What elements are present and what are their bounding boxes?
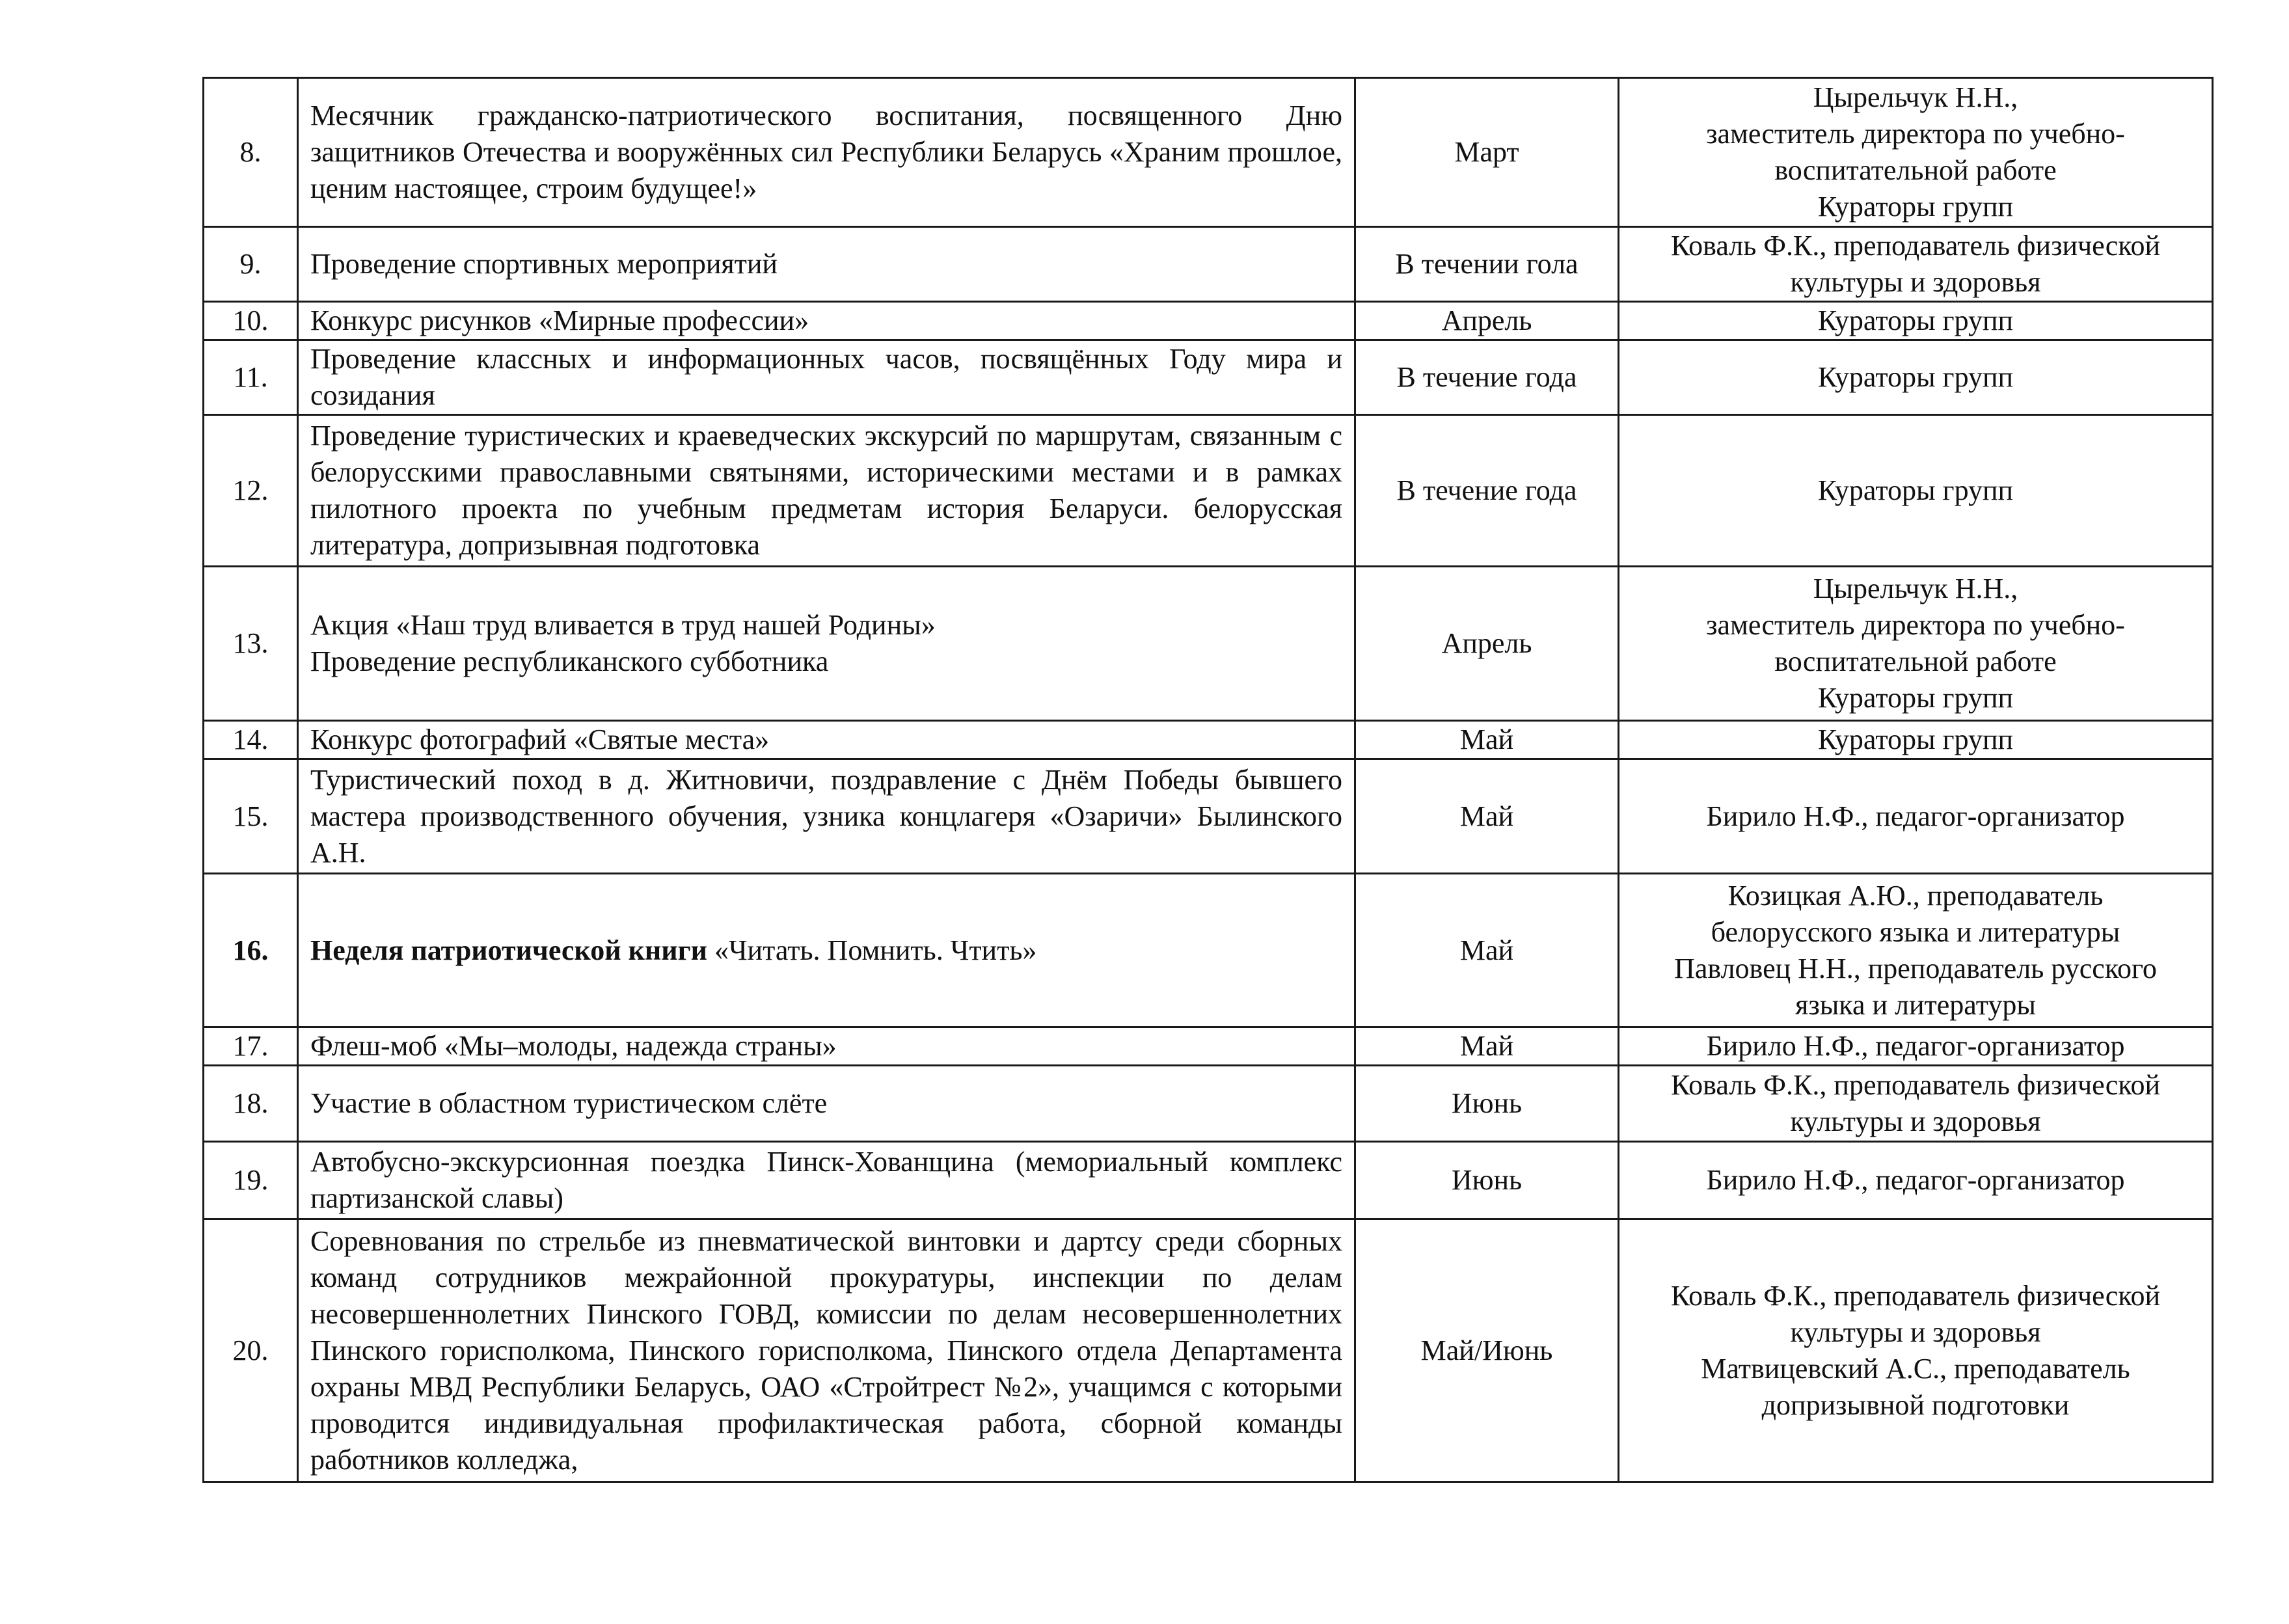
row-number: 16. bbox=[204, 874, 298, 1027]
event-description: Проведение классных и информационных часов, посвящённых Году мира и созидания bbox=[298, 340, 1355, 415]
responsible-line: Кураторы групп bbox=[1817, 682, 2014, 714]
table-row bbox=[204, 721, 2213, 759]
event-description: Месячник гражданско-патриотического воспитания, посвященного Дню защитников Отечества и вооружённых сил Республики Беларусь «Храним прошлое, ценим настоящее, строим будущее!» bbox=[298, 78, 1355, 227]
event-description: Проведение туристических и краеведческих экскурсий по маршрутам, связанным с белорусскими православными святынями, историческими местами и в рамках пилотного проекта по учебным предметам история Беларуси. белорусская литература, допризывная подготовка bbox=[298, 415, 1355, 567]
event-description-line: Акция «Наш труд вливается в труд нашей Родины» bbox=[310, 609, 936, 641]
event-description: Соревнования по стрельбе из пневматической винтовки и дартсу среди сборных команд сотрудников межрайонной прокуратуры, инспекции по делам несовершеннолетних Пинского ГОВД, комиссии по делам несовершеннолетних Пинского горисполкома, Пинского горисполкома, Пинского отдела Департамента охраны МВД Республики Беларусь, ОАО «Стройтрест №2», учащимся с которыми проводится индивидуальная профилактическая работа, сборной команды работников колледжа, bbox=[298, 1219, 1355, 1482]
row-number: 11. bbox=[204, 340, 298, 415]
event-date: Июнь bbox=[1355, 1142, 1619, 1219]
responsible-line: Павловец Н.Н., преподаватель русского bbox=[1674, 952, 2157, 984]
event-description bbox=[298, 874, 1355, 1027]
responsible-line: Кураторы групп bbox=[1817, 304, 2014, 336]
event-description: Автобусно-экскурсионная поездка Пинск-Хованщина (мемориальный комплекс партизанской славы) bbox=[298, 1142, 1355, 1219]
event-date: Апрель bbox=[1355, 302, 1619, 340]
responsible-line: Коваль Ф.К., преподаватель физической bbox=[1671, 1279, 2160, 1312]
event-date: Март bbox=[1355, 78, 1619, 227]
responsible-line: Коваль Ф.К., преподаватель физической bbox=[1671, 230, 2160, 262]
responsible-persons bbox=[1619, 340, 2213, 415]
responsible-line: Бирило Н.Ф., педагог-организатор bbox=[1706, 800, 2125, 832]
responsible-line: Козицкая А.Ю., преподаватель bbox=[1727, 879, 2104, 912]
event-description: Конкурс рисунков «Мирные профессии» bbox=[298, 302, 1355, 340]
responsible-persons bbox=[1619, 759, 2213, 874]
row-number: 20. bbox=[204, 1219, 298, 1482]
responsible-line: культуры и здоровья bbox=[1790, 1105, 2041, 1137]
table-row bbox=[204, 302, 2213, 340]
event-date: Май bbox=[1355, 759, 1619, 874]
responsible-line: культуры и здоровья bbox=[1790, 266, 2041, 298]
responsible-persons bbox=[1619, 1219, 2213, 1482]
responsible-line: Кураторы групп bbox=[1817, 724, 2014, 755]
row-number: 17. bbox=[204, 1027, 298, 1066]
event-date: Май bbox=[1355, 874, 1619, 1027]
table-row bbox=[204, 415, 2213, 567]
table-row bbox=[204, 340, 2213, 415]
responsible-persons bbox=[1619, 1066, 2213, 1142]
event-date: Май bbox=[1355, 721, 1619, 759]
responsible-line: культуры и здоровья bbox=[1790, 1316, 2041, 1348]
table-row bbox=[204, 567, 2213, 721]
table-row bbox=[204, 1142, 2213, 1219]
responsible-persons bbox=[1619, 874, 2213, 1027]
responsible-line: допризывной подготовки bbox=[1761, 1388, 2070, 1421]
event-date: Май bbox=[1355, 1027, 1619, 1066]
responsible-persons bbox=[1619, 415, 2213, 567]
responsible-line: заместитель директора по учебно- bbox=[1706, 118, 2125, 150]
responsible-persons bbox=[1619, 721, 2213, 759]
row-number: 12. bbox=[204, 415, 298, 567]
responsible-line: белорусского языка и литературы bbox=[1711, 915, 2120, 948]
row-number: 19. bbox=[204, 1142, 298, 1219]
responsible-line: Цырельчук Н.Н., bbox=[1813, 573, 2018, 604]
event-description: Конкурс фотографий «Святые места» bbox=[298, 721, 1355, 759]
responsible-line: Кураторы групп bbox=[1817, 191, 2014, 223]
table-row bbox=[204, 1066, 2213, 1142]
responsible-persons bbox=[1619, 227, 2213, 302]
row-number: 8. bbox=[204, 78, 298, 227]
responsible-persons bbox=[1619, 78, 2213, 227]
row-number: 18. bbox=[204, 1066, 298, 1142]
table-row bbox=[204, 1027, 2213, 1066]
event-date: Июнь bbox=[1355, 1066, 1619, 1142]
row-number: 10. bbox=[204, 302, 298, 340]
table-row bbox=[204, 1219, 2213, 1482]
responsible-line: Коваль Ф.К., преподаватель физической bbox=[1671, 1069, 2160, 1101]
event-title-bold: Неделя патриотической книги bbox=[310, 934, 707, 966]
responsible-persons bbox=[1619, 302, 2213, 340]
responsible-persons bbox=[1619, 567, 2213, 721]
responsible-line: языка и литературы bbox=[1795, 988, 2036, 1021]
event-description-line: Проведение республиканского субботника bbox=[310, 645, 829, 677]
row-number: 13. bbox=[204, 567, 298, 721]
responsible-line: Цырельчук Н.Н., bbox=[1813, 81, 2018, 113]
responsible-line: Матвицевский А.С., преподаватель bbox=[1701, 1352, 2130, 1385]
responsible-line: Бирило Н.Ф., педагог-организатор bbox=[1706, 1030, 2125, 1062]
responsible-line: Кураторы групп bbox=[1817, 361, 2014, 393]
event-description: Флеш-моб «Мы–молоды, надежда страны» bbox=[298, 1027, 1355, 1066]
responsible-persons bbox=[1619, 1142, 2213, 1219]
row-number: 14. bbox=[204, 721, 298, 759]
responsible-line: воспитательной работе bbox=[1774, 154, 2057, 186]
event-description: Проведение спортивных мероприятий bbox=[298, 227, 1355, 302]
event-date: В течение года bbox=[1355, 340, 1619, 415]
table-row bbox=[204, 759, 2213, 874]
row-number: 9. bbox=[204, 227, 298, 302]
events-table bbox=[202, 77, 2214, 1483]
event-description: Участие в областном туристическом слёте bbox=[298, 1066, 1355, 1142]
responsible-line: воспитательной работе bbox=[1774, 645, 2057, 677]
responsible-line: Бирило Н.Ф., педагог-организатор bbox=[1706, 1164, 2125, 1196]
responsible-line: заместитель директора по учебно- bbox=[1706, 609, 2125, 641]
responsible-persons bbox=[1619, 1027, 2213, 1066]
event-title-rest: «Читать. Помнить. Чтить» bbox=[707, 934, 1037, 966]
event-date: Апрель bbox=[1355, 567, 1619, 721]
event-date: В течение года bbox=[1355, 415, 1619, 567]
row-number: 15. bbox=[204, 759, 298, 874]
table-row bbox=[204, 78, 2213, 227]
table-row bbox=[204, 874, 2213, 1027]
event-date: Май/Июнь bbox=[1355, 1219, 1619, 1482]
event-description bbox=[298, 567, 1355, 721]
event-description: Туристический поход в д. Житновичи, поздравление с Днём Победы бывшего мастера производственного обучения, узника концлагеря «Озаричи» Былинского А.Н. bbox=[298, 759, 1355, 874]
table-row bbox=[204, 227, 2213, 302]
event-date: В течении гола bbox=[1355, 227, 1619, 302]
responsible-line: Кураторы групп bbox=[1817, 474, 2014, 506]
